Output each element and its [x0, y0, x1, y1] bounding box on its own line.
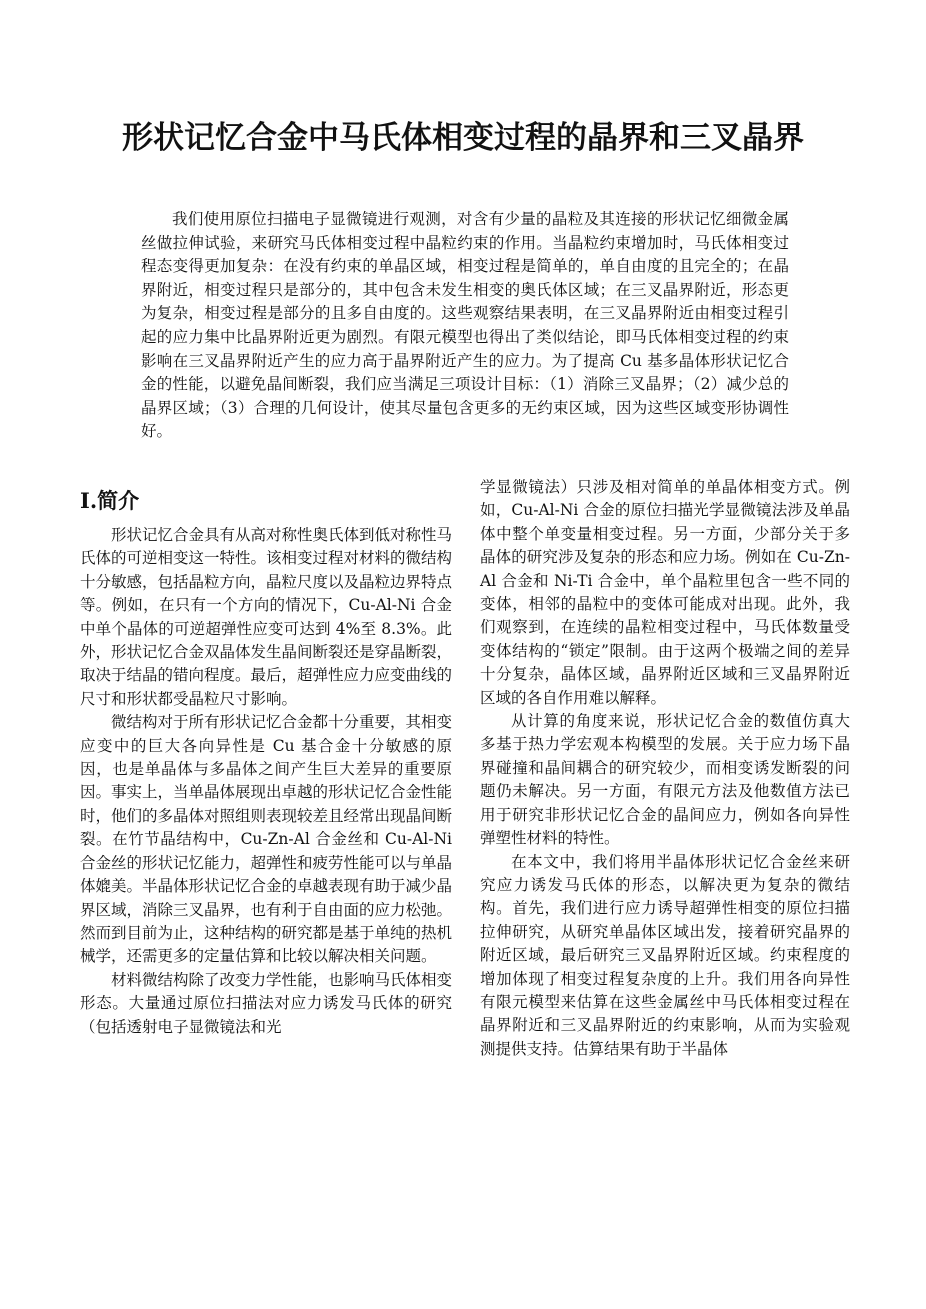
paragraph: 学显微镜法）只涉及相对简单的单晶体相变方式。例如，Cu-Al-Ni 合金的原位扫描光学显微镜法涉及单晶体中整个单变量相变过程。另一方面，少部分关于多晶体的研究涉及复杂的形态和应力场。例如在 Cu-Zn-Al 合金和 Ni-Ti 合金中，单个晶粒里包含一些不同的变体，相邻的晶粒中的变体可能成对出现。此外，我们观察到，在连续的晶粒相变过程中，马氏体数量受变体结构的“锁定”限制。由于这两个极端之间的差异十分复杂，晶体区域，晶界附近区域和三叉晶界附近区域的各自作用难以解释。	[480, 478, 850, 707]
paper-title: 形状记忆合金中马氏体相变过程的晶界和三叉晶界	[122, 120, 804, 156]
section-heading: I.简介	[80, 488, 140, 513]
abstract	[141, 208, 789, 444]
abstract-text: 我们使用原位扫描电子显微镜进行观测，对含有少量的晶粒及其连接的形状记忆细微金属丝做拉伸试验，来研究马氏体相变过程中晶粒约束的作用。当晶粒约束增加时，马氏体相变过程态变得更加复杂：在没有约束的单晶区域，相变过程是简单的，单自由度的且完全的；在晶界附近，相变过程只是部分的，其中包含未发生相变的奥氏体区域；在三叉晶界附近，形态更为复杂，相变过程是部分的且多自由度的。这些观察结果表明，在三叉晶界附近由相变过程引起的应力集中比晶界附近更为剧烈。有限元模型也得出了类似结论，即马氏体相变过程的约束影响在三叉晶界附近产生的应力高于晶界附近产生的应力。为了提高 Cu 基多晶体形状记忆合金的性能，以避免晶间断裂，我们应当满足三项设计目标：（1）消除三叉晶界；（2）减少总的晶界区域；（3）合理的几何设计，使其尽量包含更多的无约束区域，因为这些区域变形协调性好。	[141, 210, 789, 441]
paragraph: 材料微结构除了改变力学性能，也影响马氏体相变形态。大量通过原位扫描法对应力诱发马氏体的研究（包括透射电子显微镜法和光	[80, 970, 453, 1036]
right-column	[480, 476, 850, 1061]
paragraph: 从计算的角度来说，形状记忆合金的数值仿真大多基于热力学宏观本构模型的发展。关于应力场下晶界碰撞和晶间耦合的研究较少，而相变诱发断裂的问题仍未解决。另一方面，有限元方法及他数值方法已用于研究非形状记忆合金的晶间应力，例如各向异性弹塑性材料的特性。	[480, 712, 850, 848]
paragraph: 形状记忆合金具有从高对称性奥氏体到低对称性马氏体的可逆相变这一特性。该相变过程对材料的微结构十分敏感，包括晶粒方向，晶粒尺度以及晶粒边界特点等。例如，在只有一个方向的情况下，Cu-Al-Ni 合金中单个晶体的可逆超弹性应变可达到 4%至 8.3%。此外，形状记忆合金双晶体发生晶间断裂还是穿晶断裂，取决于结晶的错向程度。最后，超弹性应力应变曲线的尺寸和形状都受晶粒尺寸影响。	[80, 526, 453, 708]
left-column	[80, 476, 452, 1039]
paragraph: 微结构对于所有形状记忆合金都十分重要，其相变应变中的巨大各向异性是 Cu 基合金十分敏感的原因，也是单晶体与多晶体之间产生巨大差异的重要原因。事实上，当单晶体展现出卓越的形状记忆合金性能时，他们的多晶体对照组则表现较差且经常出现晶间断裂。在竹节晶结构中，Cu-Zn-Al 合金丝和 Cu-Al-Ni 合金丝的形状记忆能力，超弹性和疲劳性能可以与单晶体媲美。半晶体形状记忆合金的卓越表现有助于减少晶界区域，消除三叉晶界，也有利于自由面的应力松弛。然而到目前为止，这种结构的研究都是基于单纯的热机械学，还需更多的定量估算和比较以解决相关问题。	[80, 713, 453, 966]
paragraph: 在本文中，我们将用半晶体形状记忆合金丝来研究应力诱发马氏体的形态，以解决更为复杂的微结构。首先，我们进行应力诱导超弹性相变的原位扫描拉伸研究，从研究单晶体区域出发，接着研究晶界的附近区域，最后研究三叉晶界附近区域。约束程度的增加体现了相变过程复杂度的上升。我们用各向异性有限元模型来估算在这些金属丝中马氏体相变过程在晶界附近和三叉晶界附近的约束影响，从而为实验观测提供支持。估算结果有助于半晶体	[480, 852, 850, 1058]
